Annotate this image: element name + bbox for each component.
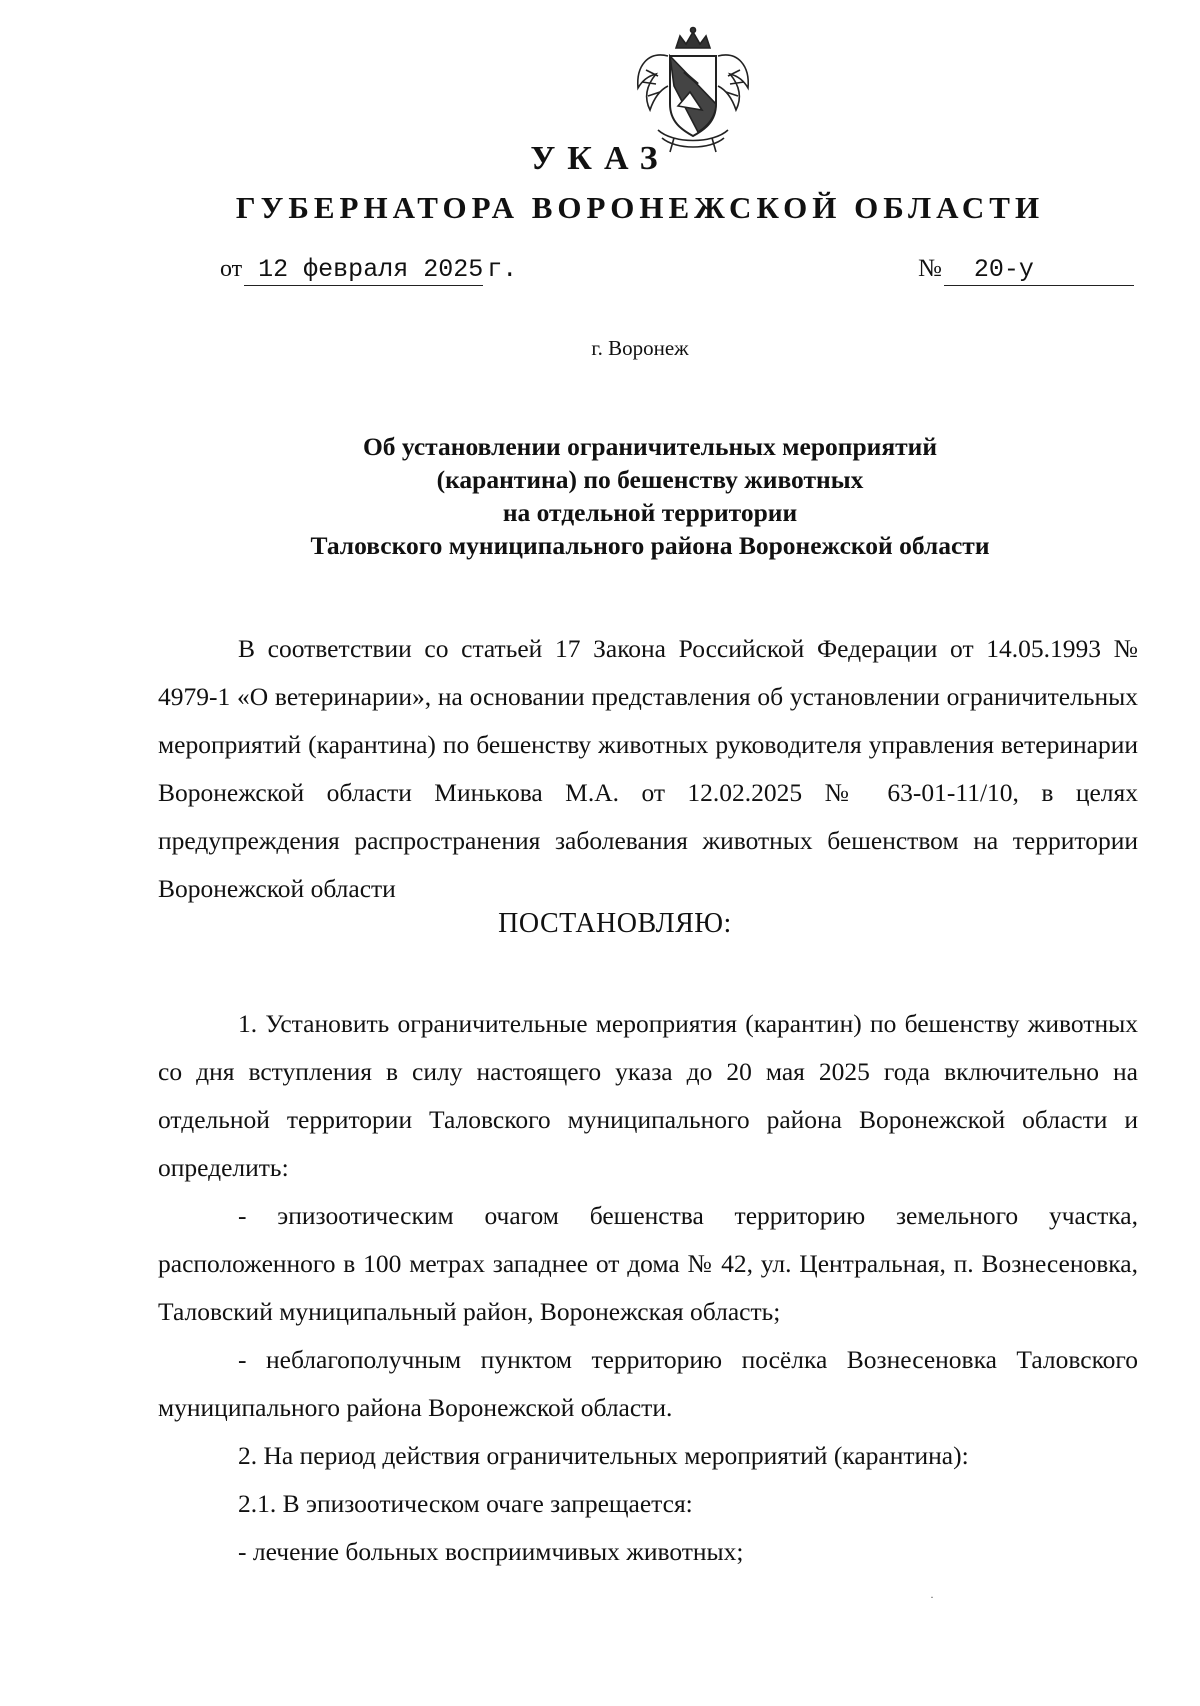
date-suffix: г. xyxy=(487,255,518,284)
item-2: 2. На период действия ограничительных мероприятий (карантина): xyxy=(238,1441,969,1470)
item-2-1: 2.1. В эпизоотическом очаге запрещается: xyxy=(238,1489,693,1518)
document-title xyxy=(240,430,1060,562)
intro-paragraph: В соответствии со статьей 17 Закона Российской Федерации от 14.05.1993 № 4979-1 «О ветеринарии», на основании представления об установлении ограничительных мероприятий (карантина) по бешенству животных руководителя управления ветеринарии Воронежской области Минькова М.А. от 12.02.2025 № 63-01-11/10, в целях предупреждения распространения заболевания животных бешенством на территории Воронежской области xyxy=(158,634,1138,903)
document-title-line: Об установлении ограничительных мероприятий xyxy=(362,432,938,461)
decree-title: УКАЗ xyxy=(530,140,670,177)
date-line xyxy=(220,255,517,286)
item-1-b: - неблагополучным пунктом территорию посёлка Вознесеновка Таловского муниципального района Воронежской области. xyxy=(158,1345,1138,1422)
date-prefix: от xyxy=(220,256,243,282)
date-value: 12 февраля 2025 xyxy=(244,255,483,286)
number-value: 20-у xyxy=(944,255,1134,286)
number-line xyxy=(918,255,1134,286)
number-prefix: № xyxy=(918,255,942,282)
decree-items xyxy=(158,1000,1138,1576)
item-1: 1. Установить ограничительные мероприятия (карантин) по бешенству животных со дня вступления в силу настоящего указа до 20 мая 2025 года включительно на отдельной территории Таловского муниципального района Воронежской области и определить: xyxy=(158,1009,1138,1182)
resolve-heading: ПОСТАНОВЛЯЮ: xyxy=(498,908,732,939)
document-title-line: (карантина) по бешенству животных xyxy=(436,465,864,494)
decree-subtitle: ГУБЕРНАТОРА ВОРОНЕЖСКОЙ ОБЛАСТИ xyxy=(235,190,1045,225)
document-title-line: на отдельной территории xyxy=(502,498,798,527)
item-2-1-a: - лечение больных восприимчивых животных; xyxy=(238,1537,744,1566)
scan-dot: · xyxy=(930,1590,934,1604)
item-1-a: - эпизоотическим очагом бешенства территорию земельного участка, расположенного в 100 метрах западнее от дома № 42, ул. Центральная, п. Вознесеновка, Таловский муниципальный район, Воронежская область; xyxy=(158,1201,1138,1326)
coat-of-arms-icon xyxy=(628,26,758,156)
document-title-line: Таловского муниципального района Воронежской области xyxy=(310,531,990,560)
city: г. Воронеж xyxy=(591,336,689,360)
